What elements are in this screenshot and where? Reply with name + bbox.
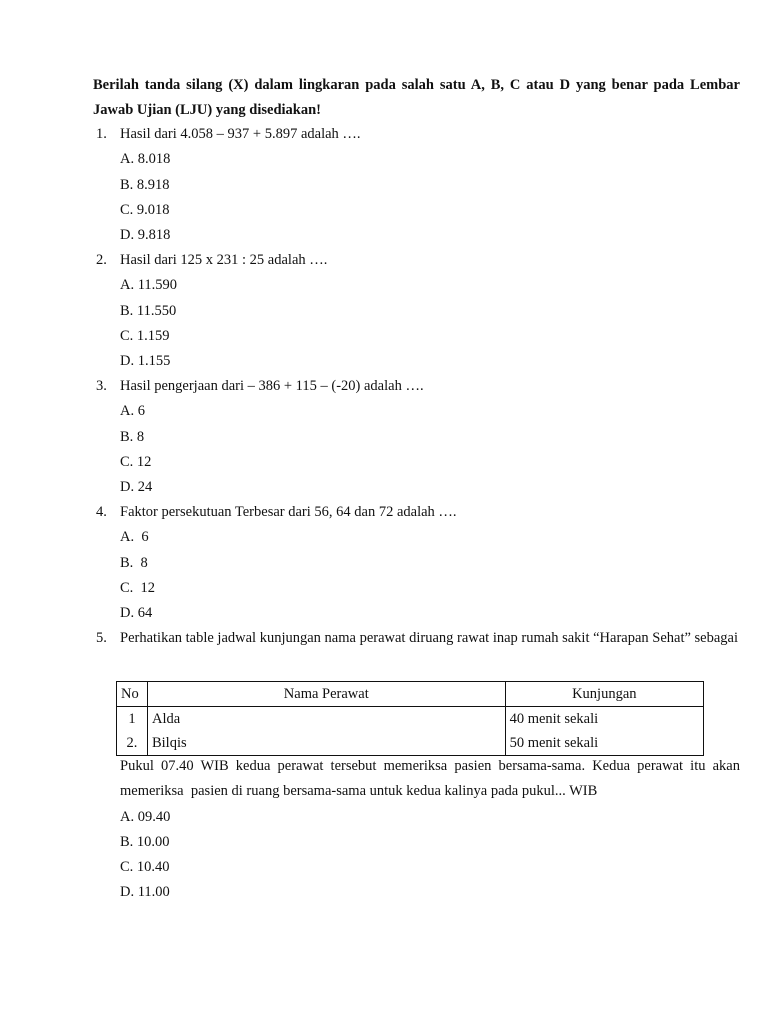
table-cell-no: 1 <box>117 707 148 732</box>
option-b[interactable]: B. 8.918 <box>120 176 170 193</box>
option-b[interactable]: B. 8 <box>120 428 145 445</box>
table-cell-nama: Alda <box>147 707 505 732</box>
table-cell-nama: Bilqis <box>147 731 505 756</box>
option-c[interactable]: C. 10.40 <box>120 859 170 876</box>
question-number: 4. <box>96 504 107 520</box>
option-c[interactable]: C. 12 <box>120 453 152 470</box>
question-5-continued <box>96 754 744 906</box>
instruction-text: Berilah tanda silang (X) dalam lingkaran pada salah satu A, B, C atau D yang benar pada Lembar Jawab Ujian (LJU) yang disediakan! <box>93 77 740 119</box>
option-d[interactable]: D. 24 <box>120 479 153 496</box>
option-a[interactable]: A. 8.018 <box>120 151 171 168</box>
question-number: 2. <box>96 252 107 268</box>
column-header-kunjungan: Kunjungan <box>505 682 703 707</box>
column-header-no: No <box>117 682 148 707</box>
question-number: 5. <box>96 630 107 646</box>
option-a[interactable]: A. 6 <box>120 403 145 420</box>
option-a[interactable]: A. 09.40 <box>120 808 171 825</box>
table-cell-no: 2. <box>117 731 148 756</box>
option-d[interactable]: D. 9.818 <box>120 227 171 244</box>
visit-schedule-table <box>116 681 704 756</box>
option-d[interactable]: D. 11.00 <box>120 884 170 901</box>
question-5 <box>96 626 740 651</box>
question-1 <box>96 122 740 248</box>
option-b[interactable]: B. 10.00 <box>120 833 170 850</box>
column-header-nama-perawat: Nama Perawat <box>147 682 505 707</box>
option-b[interactable]: B. 11.550 <box>120 302 177 319</box>
table-row <box>117 731 704 756</box>
table-cell-kunjungan: 50 menit sekali <box>505 731 703 756</box>
option-a[interactable]: A. 6 <box>120 529 149 546</box>
question-2 <box>96 248 740 374</box>
question-text: Faktor persekutuan Terbesar dari 56, 64 dan 72 adalah …. <box>120 504 457 520</box>
question-4 <box>96 500 740 626</box>
followup-text: Pukul 07.40 WIB kedua perawat tersebut memeriksa pasien bersama-sama. Kedua perawat itu akan memeriksa pasien di ruang bersama-sama untuk kedua kalinya pada pukul... WIB <box>120 758 744 800</box>
question-number: 1. <box>96 126 107 142</box>
question-text: Hasil dari 4.058 – 937 + 5.897 adalah …. <box>120 126 361 142</box>
question-text: Hasil dari 125 x 231 : 25 adalah …. <box>120 252 328 268</box>
question-text: Perhatikan table jadwal kunjungan nama perawat diruang rawat inap rumah sakit “Harapan Sehat” sebagai <box>120 630 739 646</box>
option-a[interactable]: A. 11.590 <box>120 277 178 294</box>
option-c[interactable]: C. 12 <box>120 579 156 596</box>
option-d[interactable]: D. 64 <box>120 605 153 622</box>
question-text: Hasil pengerjaan dari – 386 + 115 – (-20) adalah …. <box>120 378 424 394</box>
table-header-row <box>117 682 704 707</box>
table-cell-kunjungan: 40 menit sekali <box>505 707 703 732</box>
question-number: 3. <box>96 378 107 394</box>
question-3 <box>96 374 740 500</box>
option-b[interactable]: B. 8 <box>120 554 148 571</box>
table-row <box>117 707 704 732</box>
option-c[interactable]: C. 9.018 <box>120 201 170 218</box>
option-d[interactable]: D. 1.155 <box>120 353 171 370</box>
option-c[interactable]: C. 1.159 <box>120 327 170 344</box>
